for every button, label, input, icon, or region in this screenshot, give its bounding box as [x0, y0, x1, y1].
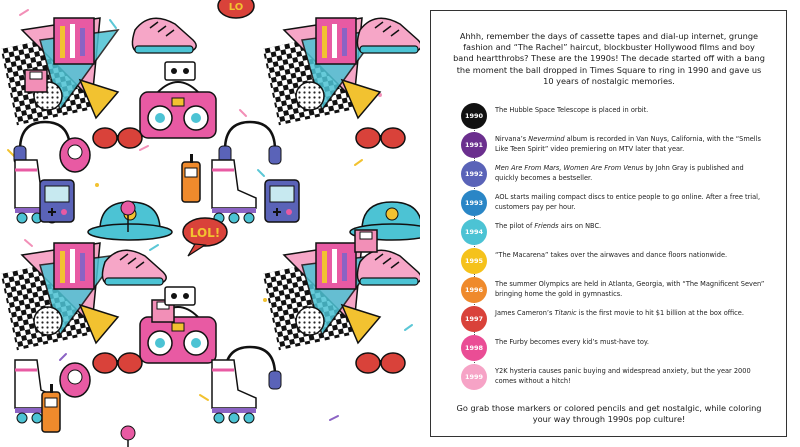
decade-timeline	[431, 103, 788, 401]
year-badge: 1990	[461, 103, 487, 129]
timeline-entry-1991	[431, 132, 788, 158]
event-text: “The Macarena” takes over the airwaves and dance floors nationwide.	[495, 251, 728, 259]
event-text: AOL starts mailing compact discs to entice people to go online. After a free trial, customers pay per hour.	[495, 193, 761, 211]
virtual-pet-icon	[60, 138, 90, 172]
event-text: The pilot of Friends airs on NBC.	[495, 222, 602, 230]
timeline-entry-1995	[431, 248, 788, 274]
timeline-page	[420, 0, 800, 447]
event-text: Nirvana’s Nevermind album is recorded in Van Nuys, California, with the “Smells Like Teen Spirit” video premiering on MTV later that year.	[495, 135, 761, 153]
year-badge: 1995	[461, 248, 487, 274]
event-text: The Furby becomes every kid’s must-have toy.	[495, 338, 649, 346]
year-badge: 1999	[461, 364, 487, 390]
timeline-entry-1994	[431, 219, 788, 245]
timeline-entry-1996	[431, 277, 788, 303]
event-text: Y2K hysteria causes panic buying and widespread anxiety, but the year 2000 comes without a hitch!	[495, 367, 751, 385]
lol-balloon-text: LOL!	[189, 226, 221, 240]
content-frame	[430, 10, 787, 437]
intro-paragraph: Ahhh, remember the days of cassette tapes and dial-up internet, grunge fashion and “The Rachel” haircut, blockbuster Hollywood films and boy band heartthrobs? These are the 1990s! The decade started off with a bang the moment the ball dropped in Times Square to ring in 1990 and gave us 10 years of nostalgic memories.	[453, 31, 765, 86]
timeline-entry-1997	[431, 306, 788, 332]
lol-balloon-top-text: LO	[228, 2, 244, 13]
year-badge: 1994	[461, 219, 487, 245]
event-text: James Cameron’s Titanic is the first movie to hit $1 billion at the box office.	[495, 309, 744, 317]
event-text: The Hubble Space Telescope is placed in orbit.	[495, 106, 649, 114]
year-badge: 1998	[461, 335, 487, 361]
cassette-tape-icon	[165, 62, 195, 80]
lol-speech-balloon-top	[218, 0, 254, 18]
timeline-entry-1998	[431, 335, 788, 361]
closing-paragraph: Go grab those markers or colored pencils and get nostalgic, while coloring your way through 1990s pop culture!	[456, 403, 762, 425]
year-badge: 1992	[461, 161, 487, 187]
year-badge: 1991	[461, 132, 487, 158]
event-text: Men Are From Mars, Women Are From Venus by John Gray is published and quickly becomes a bestseller.	[495, 164, 744, 182]
year-badge: 1996	[461, 277, 487, 303]
year-badge: 1997	[461, 306, 487, 332]
timeline-entry-1990	[431, 103, 788, 129]
event-text: The summer Olympics are held in Atlanta, Georgia, with “The Magnificent Seven” bringing home the gold in gymnastics.	[495, 280, 765, 298]
timeline-entry-1993	[431, 190, 788, 216]
handheld-game-icon	[40, 180, 74, 222]
year-badge: 1993	[461, 190, 487, 216]
timeline-entry-1992	[431, 161, 788, 187]
timeline-entry-1999	[431, 364, 788, 390]
